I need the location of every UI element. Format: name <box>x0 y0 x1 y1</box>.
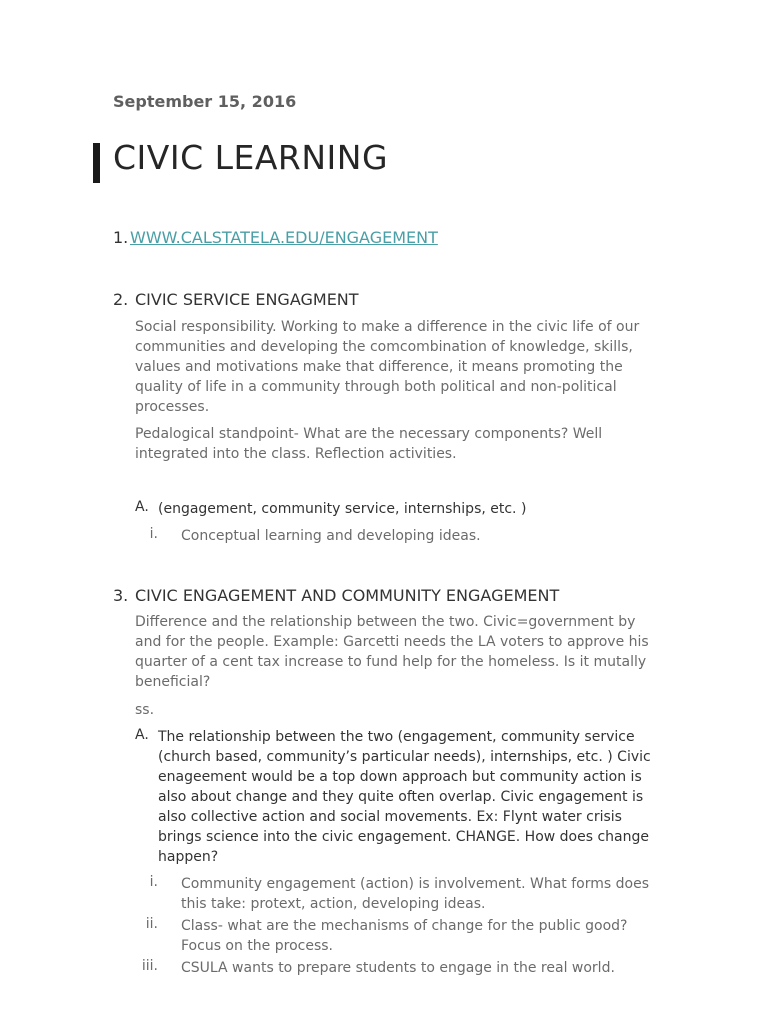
section-2-paragraph-1: Social responsibility. Working to make a difference in the civic life of our communities and developing the comcombination of knowledge, skills, values and motivations make that difference, it means promoting the quality of life in a community through both political and non-political processes. <box>135 319 640 415</box>
section-1-link[interactable] <box>130 228 438 247</box>
title-accent-bar <box>93 143 100 183</box>
section-3-heading: CIVIC ENGAGEMENT AND COMMUNITY ENGAGEMENT <box>135 586 560 605</box>
section-3-item-a-iii-label: iii. <box>141 958 158 974</box>
section-3-number: 3. <box>113 586 129 605</box>
section-3-item-a-iii-text: CSULA wants to prepare students to engage in the real world. <box>181 960 615 976</box>
document-title: CIVIC LEARNING <box>113 138 389 177</box>
section-3-item-a-i-text: Community engagement (action) is involvement. What forms does this take: protext, action, developing ideas. <box>181 876 649 912</box>
engagement-url-link[interactable]: WWW.CALSTATELA.EDU/ENGAGEMENT <box>130 228 438 247</box>
document-date: September 15, 2016 <box>113 92 297 111</box>
section-2-heading: CIVIC SERVICE ENGAGMENT <box>135 290 359 309</box>
section-3-item-a-ii-label: ii. <box>145 916 158 932</box>
section-3-item-a-i-label: i. <box>149 874 158 890</box>
section-2-number: 2. <box>113 290 129 309</box>
section-3-paragraph-1: Difference and the relationship between the two. Civic=government by and for the people. Example: Garcetti needs the LA voters to approve his quarter of a cent tax increase to fund help for the homeless. Is it mutally beneficial? <box>135 614 649 690</box>
section-2-item-a-label: A. <box>135 499 149 515</box>
section-3-paragraph-2: ss. <box>135 702 155 718</box>
section-3-item-a-text: The relationship between the two (engagement, community service (church based, community’s particular needs), internships, etc. ) Civic enageement would be a top down approach but community action is also about change and they quite often overlap. Civic engagement is also collective action and social movements. Ex: Flynt water crisis brings science into the civic engagement. CHANGE. How does change happen? <box>158 729 651 865</box>
section-3-item-a-label: A. <box>135 727 149 743</box>
section-1-number: 1. <box>113 228 129 247</box>
section-2-item-a-i-text: Conceptual learning and developing ideas. <box>181 528 481 544</box>
section-2-item-a-i-label: i. <box>149 526 158 542</box>
section-3-item-a-ii-text: Class- what are the mechanisms of change for the public good? Focus on the process. <box>181 918 628 954</box>
section-2-item-a-text: (engagement, community service, internships, etc. ) <box>158 501 527 517</box>
section-2-paragraph-2: Pedalogical standpoint- What are the necessary components? Well integrated into the class. Reflection activities. <box>135 426 603 462</box>
